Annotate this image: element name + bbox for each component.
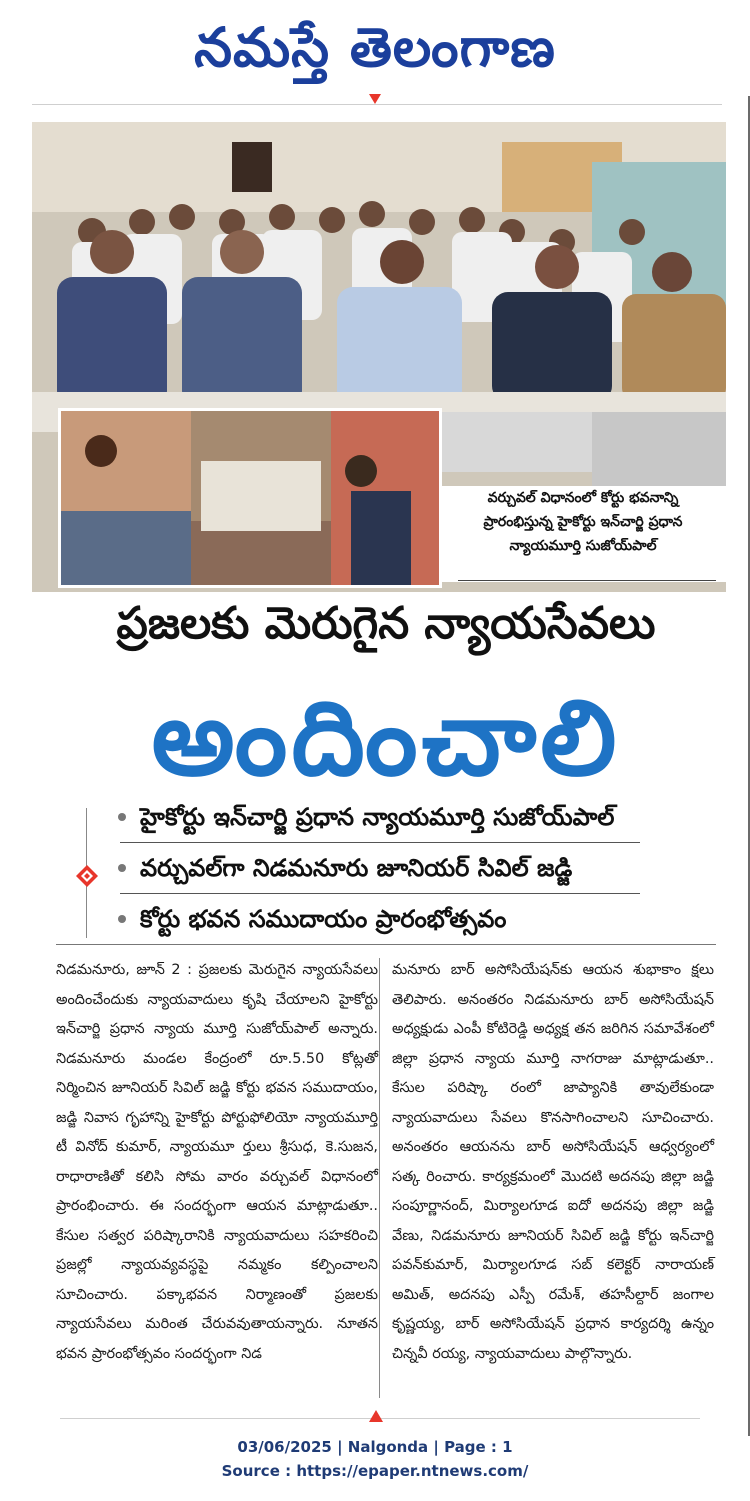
headline-line-2: అందించాలి: [151, 677, 621, 799]
bullet-item: [112, 894, 712, 944]
end-marker-icon: [369, 1410, 383, 1422]
bullet-text: హైకోర్టు ఇన్‌చార్జి ప్రధాన న్యాయమూర్తి సుజోయ్‌పాల్: [140, 803, 615, 831]
footer-date-edition: 03/06/2025 | Nalgonda | Page : 1: [237, 1438, 513, 1456]
bullet-text: వర్చువల్‌గా నిడమనూరు జూనియర్ సివిల్ జడ్జి: [140, 854, 573, 882]
bullet-dot-icon: [118, 864, 126, 872]
masthead-marker-icon: [369, 94, 381, 104]
bullet-dot-icon: [118, 915, 126, 923]
caption-rule: [458, 580, 716, 581]
body-top-rule: [56, 944, 716, 945]
bullet-item: [112, 792, 712, 842]
photo-caption: [440, 486, 726, 582]
bullet-list: [112, 792, 712, 944]
caption-line: న్యాయమూర్తి సుజోయ్‌పాల్: [509, 538, 657, 554]
caption-line: ప్రారంభిస్తున్న హైకోర్టు ఇన్‌చార్జి ప్రధాన: [483, 514, 683, 530]
article-left-column: నిడమనూరు, జూన్ 2 : ప్రజలకు మెరుగైన న్యాయసేవలు అందించేందుకు న్యాయవాదులు కృషి చేయాలని హైకోర్టు ఇన్‌చార్జి ప్రధాన న్యాయ మూర్తి సుజోయ్‌పాల్ అన్నారు. నిడమనూరు మండల కేంద్రంలో రూ.5.50 కోట్లతో నిర్మించిన జూనియర్ సివిల్ జడ్జి కోర్టు భవన సముదాయం, జడ్జి నివాస గృహాన్ని హైకోర్టు పోర్టుఫోలియో న్యాయమూర్తి టీ వినోద్ కుమార్, న్యాయమూ ర్తులు శ్రీసుధ, కె.సుజన, రాధారాణితో కలిసి సోమ వారం వర్చువల్ విధానంలో ప్రారంభించారు. ఈ సందర్భంగా ఆయన మాట్లాడుతూ.. కేసుల సత్వర పరిష్కారానికి న్యాయవాదులు సహకరించి ప్రజల్లో న్యాయవ్యవస్థపై నమ్మకం కల్పించాలని సూచించారు. పక్కాభవన నిర్మాణంతో ప్రజలకు న్యాయసేవలు మరింత చేరువవుతాయన్నారు. నూతన భవన ప్రారంభోత్సవం సందర్భంగా నిడ: [56, 962, 378, 1362]
masthead-title: నమస్తే తెలంగాణ: [194, 16, 556, 79]
bullet-dot-icon: [118, 813, 126, 821]
bullet-item: [112, 843, 712, 893]
article-right-column: మనూరు బార్ అసోసియేషన్‌కు ఆయన శుభాకాం క్షలు తెలిపారు. అనంతరం నిడమనూరు బార్ అసోసియేషన్ అధ్యక్షుడు ఎంపీ కోటిరెడ్డి అధ్యక్ష తన జరిగిన సమావేశంలో జిల్లా ప్రధాన న్యాయ మూర్తి నాగరాజు మాట్లాడుతూ.. కేసుల పరిష్కా రంలో జాప్యానికి తావులేకుండా న్యాయవాదులు సేవలు కొనసాగించాలని సూచించారు. అనంతరం ఆయనను బార్ అసోసియేషన్ ఆధ్వర్యంలో సత్క రించారు. కార్యక్రమంలో మొదటి అదనపు జిల్లా జడ్జి సంపూర్ణానంద్, మిర్యాలగూడ ఐదో అదనపు జిల్లా జడ్జి వేణు, నిడమనూరు జూనియర్ సివిల్ జడ్జి కోర్టు ఇన్‌చార్జి పవన్‌కుమార్, మిర్యాలగూడ సబ్ కలెక్టర్ నారాయణ్ అమిత్, అదనపు ఎస్పీ రమేశ్, తహసీల్దార్ జంగాల కృష్ణయ్య, బార్ అసోసియేషన్ ప్రధాన కార్యదర్శి ఉన్నం చిన్నవీ రయ్య, న్యాయవాదులు పాల్గొన్నారు.: [392, 962, 714, 1362]
column-divider: [379, 958, 380, 1398]
masthead-rule: [32, 104, 722, 105]
footer-source: Source : https://epaper.ntnews.com/: [221, 1462, 529, 1480]
inset-video-conference-photo: [58, 408, 442, 588]
headline-line-1: ప్రజలకు మెరుగైన న్యాయసేవలు: [116, 598, 656, 649]
diamond-marker-icon: [76, 865, 98, 887]
bullet-text: కోర్టు భవన సముదాయం ప్రారంభోత్సవం: [140, 905, 507, 933]
caption-line: వర్చువల్ విధానంలో కోర్టు భవనాన్ని: [487, 490, 679, 506]
